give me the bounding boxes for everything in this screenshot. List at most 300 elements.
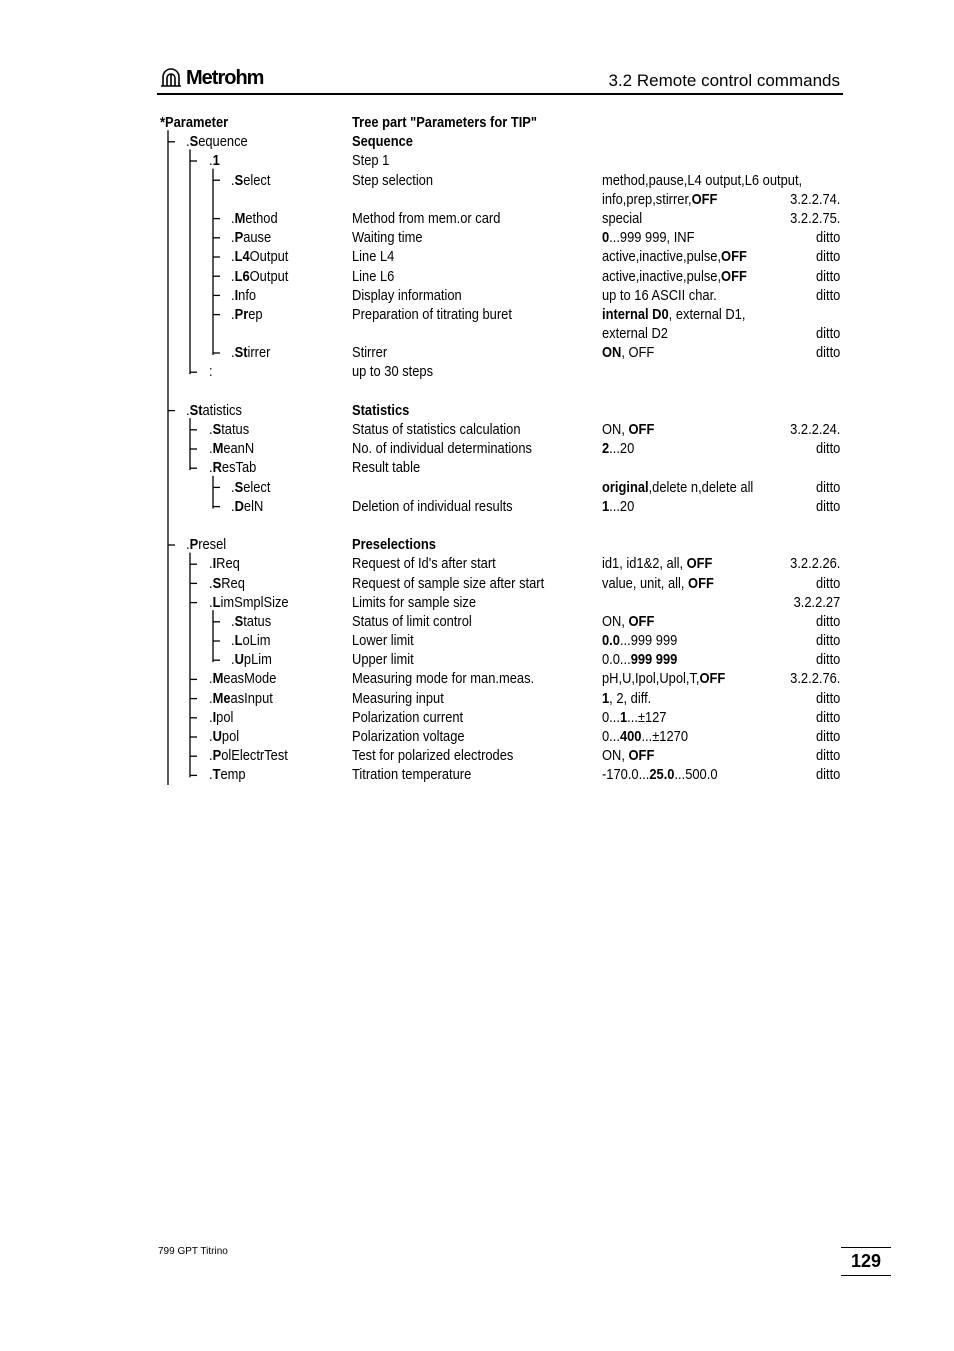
description — [352, 171, 446, 190]
command-abbrev: M — [234, 209, 246, 227]
command-prefix: . — [231, 344, 235, 362]
section-reference — [782, 420, 840, 439]
command-rest: pol — [216, 708, 234, 726]
page-number-rule-top — [841, 1247, 891, 1248]
description — [352, 650, 424, 669]
footer-product: 799 GPT Titrino — [158, 1246, 228, 1257]
reference-text: ditto — [815, 574, 840, 592]
command-name — [186, 401, 251, 420]
description — [352, 286, 480, 305]
description — [352, 689, 459, 708]
description — [352, 631, 424, 650]
value-range-part: OFF — [688, 574, 714, 592]
description-text: Display information — [352, 286, 462, 304]
command-prefix: . — [209, 766, 213, 784]
value-range-part: 0... — [602, 708, 620, 726]
reference-text: ditto — [815, 497, 840, 515]
command-prefix: . — [186, 401, 190, 419]
command-name — [209, 689, 283, 708]
section-reference — [782, 669, 840, 688]
value-range — [602, 727, 702, 746]
value-range-part: active,inactive,pulse, — [602, 248, 722, 266]
value-range-part: ...20 — [609, 497, 635, 515]
reference-text: 3.2.2.27 — [793, 593, 840, 611]
section-reference — [812, 497, 840, 516]
section-title: 3.2 Remote control commands — [608, 71, 840, 90]
description-text: Status of limit control — [352, 612, 472, 630]
value-range-part: , 2, diff. — [609, 689, 652, 707]
command-abbrev: Pr — [234, 305, 249, 323]
table-row — [160, 305, 850, 324]
command-prefix: . — [231, 632, 235, 650]
command-abbrev: S — [234, 478, 244, 496]
command-rest: esTab — [221, 459, 257, 477]
command-abbrev: P — [234, 229, 244, 247]
value-range-part: 1 — [602, 689, 610, 707]
command-prefix: . — [209, 728, 213, 745]
description — [352, 132, 423, 151]
command-name — [231, 478, 277, 497]
table-row — [160, 439, 850, 458]
value-range-part: ...±127 — [627, 708, 667, 726]
command-name — [231, 286, 260, 305]
command-prefix: . — [231, 229, 235, 247]
description-text: Request of sample size after start — [352, 574, 545, 592]
description-text: Deletion of individual results — [352, 497, 513, 515]
command-abbrev: Parameter — [165, 114, 229, 131]
table-row — [160, 228, 850, 247]
table-row — [160, 247, 850, 266]
command-name — [209, 362, 213, 381]
value-range-part: OFF — [628, 421, 655, 438]
command-rest: equence — [198, 133, 248, 151]
command-abbrev: I — [212, 555, 217, 573]
value-range — [602, 228, 710, 247]
command-prefix: . — [231, 267, 235, 285]
reference-text: ditto — [815, 478, 840, 496]
command-name — [231, 209, 285, 228]
command-name — [231, 247, 298, 266]
table-row — [160, 669, 850, 688]
table-row — [160, 190, 850, 209]
value-range — [602, 497, 640, 516]
table-row — [160, 497, 850, 516]
section-reference — [782, 209, 840, 228]
description-text: Titration temperature — [352, 766, 472, 784]
command-abbrev: S — [189, 133, 199, 151]
description — [352, 209, 525, 228]
command-rest: oLim — [242, 632, 271, 650]
description-text: up to 30 steps — [352, 363, 434, 381]
value-range-text: up to 16 ASCII char. — [602, 286, 717, 304]
header-rule — [157, 93, 843, 95]
command-name — [209, 151, 222, 170]
description — [352, 535, 450, 554]
value-range — [602, 190, 736, 209]
command-rest: nfo — [238, 286, 257, 304]
value-range-part: 400 — [619, 728, 642, 745]
description — [352, 497, 539, 516]
value-range-part: ON — [602, 344, 622, 362]
reference-text: ditto — [815, 229, 840, 247]
command-abbrev: I — [234, 286, 239, 304]
description — [352, 708, 481, 727]
value-range-part: 0.0 — [602, 632, 620, 650]
description-text: Sequence — [352, 133, 413, 151]
description — [352, 746, 540, 765]
table-row — [160, 382, 850, 401]
value-range — [602, 669, 745, 688]
reference-text: 3.2.2.75. — [789, 209, 840, 227]
command-abbrev: D — [234, 497, 244, 515]
table-row — [160, 209, 850, 228]
value-range — [602, 554, 730, 573]
section-reference — [812, 324, 840, 343]
value-range — [602, 439, 640, 458]
command-abbrev: R — [212, 459, 222, 477]
command-abbrev: P — [212, 747, 222, 765]
command-prefix: . — [231, 286, 235, 304]
section-reference — [812, 727, 840, 746]
section-reference — [812, 228, 840, 247]
command-abbrev: I — [212, 708, 217, 726]
description — [352, 343, 393, 362]
table-row — [160, 267, 850, 286]
section-reference — [812, 478, 840, 497]
command-rest: ep — [248, 305, 263, 323]
value-range — [602, 612, 663, 631]
description — [352, 401, 419, 420]
value-range-part: id1, id1&2, all, — [602, 555, 687, 573]
command-name — [231, 631, 277, 650]
value-range — [602, 209, 649, 228]
value-range — [602, 708, 677, 727]
section-reference — [812, 631, 840, 650]
command-abbrev: L — [234, 632, 243, 650]
command-name — [209, 574, 251, 593]
value-range — [602, 324, 679, 343]
command-rest: Req — [216, 555, 240, 573]
description — [352, 228, 434, 247]
value-range-part: 0 — [602, 229, 610, 247]
command-prefix: . — [231, 478, 235, 496]
command-abbrev: St — [189, 401, 203, 419]
section-reference — [812, 765, 840, 784]
description-text: Tree part "Parameters for TIP" — [352, 114, 538, 131]
metrohm-logo — [160, 66, 263, 90]
command-abbrev: T — [212, 766, 221, 784]
description — [352, 554, 519, 573]
table-row — [160, 535, 850, 554]
command-prefix: . — [209, 574, 213, 592]
description-text: Line L6 — [352, 267, 395, 285]
command-prefix: . — [186, 536, 190, 554]
command-rest: emp — [220, 766, 246, 784]
value-range-part: pH,U,Ipol,Upol,T, — [602, 670, 700, 688]
command-name — [209, 458, 264, 477]
value-range-part: original — [602, 478, 649, 496]
description-text: No. of individual determinations — [352, 440, 532, 458]
value-range-part: ON, — [602, 747, 629, 765]
reference-text: ditto — [815, 248, 840, 266]
description-text: Limits for sample size — [352, 593, 477, 611]
command-prefix: . — [209, 555, 213, 573]
reference-text: ditto — [815, 286, 840, 304]
description-text: Polarization current — [352, 708, 464, 726]
description-text: Preselections — [352, 536, 436, 554]
reference-text: 3.2.2.26. — [789, 555, 840, 573]
command-rest: easMode — [223, 670, 277, 688]
command-abbrev: L — [212, 593, 221, 611]
command-name — [160, 113, 239, 132]
value-range — [602, 478, 778, 497]
reference-text: ditto — [815, 708, 840, 726]
section-reference — [812, 439, 840, 458]
value-range-part: 0... — [602, 728, 620, 745]
command-rest: irrer — [247, 344, 271, 362]
command-rest: atistics — [202, 401, 242, 419]
value-range-part: -170.0... — [602, 766, 650, 784]
command-prefix: . — [231, 305, 235, 323]
command-name — [209, 746, 301, 765]
reference-text: ditto — [815, 344, 840, 362]
section-reference — [786, 593, 840, 612]
metrohm-omega-icon — [160, 68, 182, 88]
value-range-part: OFF — [721, 248, 747, 266]
description-text: Result table — [352, 459, 421, 477]
description — [352, 439, 561, 458]
command-abbrev: M — [212, 440, 224, 458]
value-range-part: ...500.0 — [674, 766, 718, 784]
parameter-tree-table — [160, 113, 850, 785]
value-range-part: internal D0 — [602, 305, 669, 323]
value-range — [602, 247, 770, 266]
command-rest: olElectrTest — [221, 747, 288, 765]
section-reference — [812, 343, 840, 362]
command-name — [231, 267, 298, 286]
description-text: Step selection — [352, 171, 434, 189]
description-text: Measuring input — [352, 689, 444, 707]
reference-text: 3.2.2.24. — [789, 421, 840, 438]
table-row — [160, 343, 850, 362]
value-range-part: OFF — [691, 190, 718, 208]
value-range — [602, 689, 659, 708]
command-abbrev: U — [234, 651, 244, 669]
value-range-part: OFF — [686, 555, 713, 573]
section-reference — [812, 689, 840, 708]
command-prefix: . — [231, 497, 235, 515]
value-range-part: OFF — [699, 670, 726, 688]
command-abbrev: M — [212, 670, 224, 688]
command-name — [231, 305, 268, 324]
value-range-part: value, unit, all, — [602, 574, 689, 592]
reference-text: ditto — [815, 325, 840, 343]
command-prefix: . — [209, 670, 213, 688]
section-reference — [812, 574, 840, 593]
value-range-part: OFF — [721, 267, 747, 285]
command-abbrev: 1 — [212, 152, 220, 170]
command-rest: pLim — [243, 651, 272, 669]
page-number-rule-bottom — [841, 1275, 891, 1276]
command-rest: elN — [243, 497, 264, 515]
description — [352, 458, 431, 477]
command-prefix: . — [209, 421, 213, 438]
value-range — [602, 631, 690, 650]
section-reference — [812, 267, 840, 286]
value-range — [602, 305, 769, 324]
command-prefix: . — [209, 689, 213, 707]
command-name — [186, 535, 233, 554]
value-range-part: ON, — [602, 421, 629, 438]
command-abbrev: S — [212, 421, 222, 438]
value-range-part: info,prep,stirrer, — [602, 190, 692, 208]
page-number: 129 — [850, 1251, 882, 1271]
command-abbrev: Me — [212, 689, 231, 707]
table-row — [160, 420, 850, 439]
command-name — [231, 228, 278, 247]
table-row — [160, 631, 850, 650]
brand-name: Metrohm — [186, 66, 264, 89]
value-range-text: external D2 — [602, 325, 668, 343]
reference-text: ditto — [815, 267, 840, 285]
description — [352, 267, 401, 286]
command-rest: resel — [198, 536, 227, 554]
description-text: Lower limit — [352, 632, 414, 650]
command-rest: asInput — [230, 689, 273, 707]
value-range-text: method,pause,L4 output,L6 output, — [602, 171, 803, 189]
description-text: Preparation of titrating buret — [352, 305, 512, 323]
value-range-part: ...999 999 — [619, 632, 678, 650]
command-name — [231, 171, 277, 190]
value-range-part: 1 — [619, 708, 628, 726]
command-prefix: : — [209, 363, 213, 381]
table-row — [160, 113, 850, 132]
value-range-part: ,delete n,delete all — [648, 478, 754, 496]
description — [352, 420, 548, 439]
description-text: Method from mem.or card — [352, 209, 501, 227]
description-text: Request of Id's after start — [352, 555, 496, 573]
description-text: Waiting time — [352, 229, 423, 247]
table-row — [160, 554, 850, 573]
reference-text: ditto — [815, 766, 840, 784]
value-range-part: 2 — [602, 440, 610, 458]
command-abbrev: S — [234, 612, 244, 630]
command-prefix: . — [231, 209, 235, 227]
table-row — [160, 765, 850, 784]
value-range-part: ...20 — [609, 440, 635, 458]
table-row — [160, 612, 850, 631]
command-prefix: . — [231, 171, 235, 189]
command-prefix: . — [186, 133, 190, 151]
table-row — [160, 458, 850, 477]
command-prefix: . — [231, 248, 235, 266]
value-range — [602, 746, 663, 765]
command-name — [186, 132, 258, 151]
command-abbrev: L6 — [234, 267, 250, 285]
command-prefix: . — [231, 612, 235, 630]
command-name — [209, 439, 262, 458]
description — [352, 362, 446, 381]
description-text: Upper limit — [352, 651, 414, 669]
description — [352, 113, 567, 132]
value-range — [602, 267, 770, 286]
value-range — [602, 343, 663, 362]
table-row — [160, 324, 850, 343]
command-rest: pol — [221, 728, 240, 745]
value-range-part: OFF — [628, 747, 655, 765]
command-prefix: . — [209, 708, 213, 726]
description-text: Polarization voltage — [352, 728, 465, 745]
table-row — [160, 516, 850, 535]
section-reference — [812, 612, 840, 631]
command-abbrev: S — [234, 171, 244, 189]
value-range-text: special — [602, 209, 643, 227]
table-row — [160, 593, 850, 612]
description-text: Measuring mode for man.meas. — [352, 670, 535, 688]
command-abbrev: St — [234, 344, 248, 362]
section-reference — [812, 708, 840, 727]
command-name — [209, 669, 287, 688]
value-range-part: 0.0... — [602, 651, 631, 669]
value-range — [602, 286, 735, 305]
description-text: Stirrer — [352, 344, 388, 362]
command-name — [209, 708, 237, 727]
reference-text: ditto — [815, 689, 840, 707]
reference-text: ditto — [815, 440, 840, 458]
command-prefix: . — [209, 459, 213, 477]
description — [352, 247, 401, 266]
table-row — [160, 708, 850, 727]
reference-text: ditto — [815, 651, 840, 669]
command-name — [209, 554, 245, 573]
section-reference — [812, 650, 840, 669]
reference-text: ditto — [815, 612, 840, 630]
command-rest: Req — [221, 574, 245, 592]
value-range — [602, 420, 663, 439]
value-range-part: , OFF — [621, 344, 655, 362]
command-abbrev: P — [189, 536, 199, 554]
value-range — [602, 574, 732, 593]
command-abbrev: L4 — [234, 248, 250, 266]
table-row — [160, 286, 850, 305]
table-row — [160, 171, 850, 190]
command-name — [209, 727, 244, 746]
command-prefix: . — [209, 593, 213, 611]
description-text: Status of statistics calculation — [352, 421, 521, 438]
command-rest: tatus — [243, 612, 272, 630]
table-row — [160, 650, 850, 669]
command-prefix: . — [209, 152, 213, 170]
command-abbrev: S — [212, 574, 222, 592]
value-range — [602, 765, 736, 784]
description — [352, 612, 491, 631]
command-rest: elect — [243, 478, 271, 496]
table-row — [160, 689, 850, 708]
reference-text: 3.2.2.76. — [789, 670, 840, 688]
command-prefix: . — [209, 440, 213, 458]
section-reference — [782, 190, 840, 209]
description-text: Test for polarized electrodes — [352, 747, 514, 765]
command-name — [209, 765, 252, 784]
description — [352, 593, 496, 612]
value-range-part: , external D1, — [668, 305, 746, 323]
command-name — [209, 420, 256, 439]
description — [352, 305, 538, 324]
value-range-part: ...±1270 — [641, 728, 688, 745]
description-text: Statistics — [352, 401, 410, 419]
description — [352, 727, 483, 746]
reference-text: ditto — [815, 747, 840, 765]
